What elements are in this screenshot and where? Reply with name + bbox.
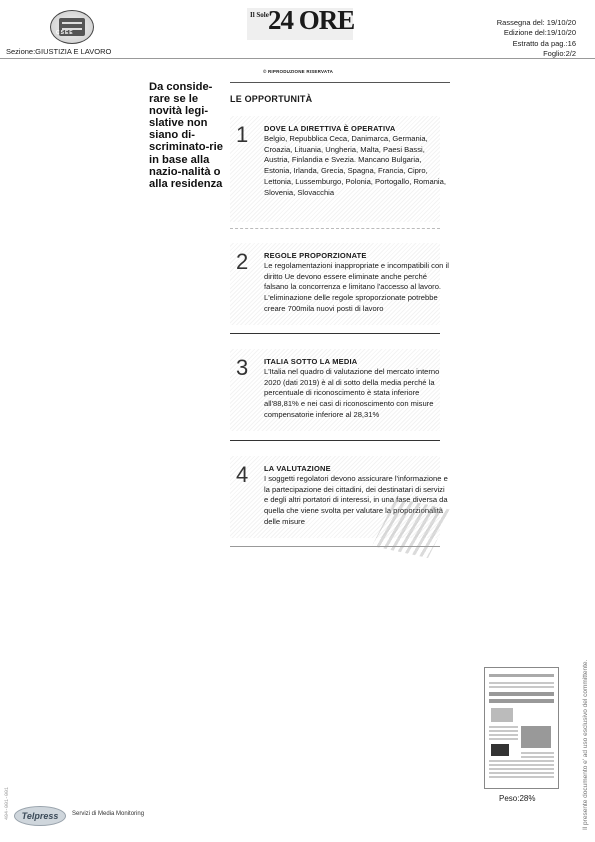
item-number: 3 bbox=[236, 355, 249, 380]
publisher-logo bbox=[50, 10, 94, 44]
item-body: I soggetti regolatori devono assicurare l'informazione e la partecipazione dei cittadini, dei destinatari di servizi e degli altri portatori di interessi, in una fase diversa da quella che viene svolta per valutare la proporzionalità delle misure bbox=[264, 474, 448, 526]
usage-notice bbox=[582, 620, 592, 830]
copyright-notice: © RIPRODUZIONE RISERVATA bbox=[263, 69, 334, 74]
list-item bbox=[230, 122, 446, 224]
pull-quote: Da conside-rare se le novità legi-slative non siano di-scriminato-rie in base alla nazio-nalità o alla residenza bbox=[149, 81, 223, 190]
item-divider bbox=[230, 228, 440, 230]
masthead-logo: 24 ORE bbox=[268, 5, 355, 35]
item-body: L'Italia nel quadro di valutazione del mercato interno 2020 (dati 2019) è al di sotto della media perché la percentuale di riconoscimento è stata inferiore all'88,81% e nei casi di riconoscimento con misure compensatorie inferiore al 28,31% bbox=[264, 367, 440, 419]
document-code-text: 494-001-001 bbox=[4, 786, 10, 820]
list-item bbox=[230, 249, 449, 327]
masthead-small: Il Sole bbox=[250, 11, 269, 19]
telpress-logo: Telpress bbox=[14, 806, 66, 826]
usage-notice-text: Il presente documento e' ad uso esclusivo del committente. bbox=[582, 659, 589, 830]
item-title: DOVE LA DIRETTIVA È OPERATIVA bbox=[264, 124, 396, 133]
box-top-rule bbox=[230, 82, 450, 83]
service-label: Servizi di Media Monitoring bbox=[72, 811, 145, 817]
section-label: Sezione:GIUSTIZIA E LAVORO bbox=[6, 47, 112, 56]
list-item bbox=[230, 357, 440, 433]
edizione-date: Edizione del:19/10/20 bbox=[503, 28, 576, 38]
weight-label: Peso:28% bbox=[499, 794, 536, 803]
item-number: 2 bbox=[236, 249, 249, 274]
rassegna-date: Rassegna del: 19/10/20 bbox=[496, 18, 576, 27]
foglio-number: Foglio:2/2 bbox=[543, 49, 576, 59]
item-body: Belgio, Repubblica Ceca, Danimarca, Germania, Croazia, Lituania, Ungheria, Malta, Paesi Bassi, Austria, Finlandia e Svezia. Mancano Bulgaria, Estonia, Irlanda, Grecia, Spagna, Francia, Cipro, Lettonia, Lussemburgo, Polonia, Portogallo, Romania, Slovenia, Slovacchia bbox=[264, 134, 446, 197]
press-metadata bbox=[497, 18, 576, 60]
item-divider bbox=[230, 333, 440, 334]
header-divider bbox=[0, 58, 595, 59]
document-code bbox=[4, 760, 12, 820]
item-divider bbox=[230, 440, 440, 441]
item-number: 4 bbox=[236, 462, 249, 487]
publisher-logo-text: CSEE bbox=[56, 30, 74, 36]
estratto-page: Estratto da pag.:16 bbox=[512, 38, 576, 48]
item-body: Le regolamentazioni inappropriate e incompatibili con il diritto Ue devono essere eliminate anche perché falsano la concorrenza e limitano l'accesso al lavoro. L'eliminazione delle regole sproporzionate potrebbe creare 700mila nuovi posti di lavoro bbox=[264, 261, 449, 313]
box-title: LE OPPORTUNITÀ bbox=[230, 94, 313, 104]
item-title: REGOLE PROPORZIONATE bbox=[264, 251, 367, 260]
item-number: 1 bbox=[236, 122, 249, 147]
page-thumbnail[interactable] bbox=[484, 667, 559, 789]
item-title: LA VALUTAZIONE bbox=[264, 464, 331, 473]
item-title: ITALIA SOTTO LA MEDIA bbox=[264, 357, 358, 366]
